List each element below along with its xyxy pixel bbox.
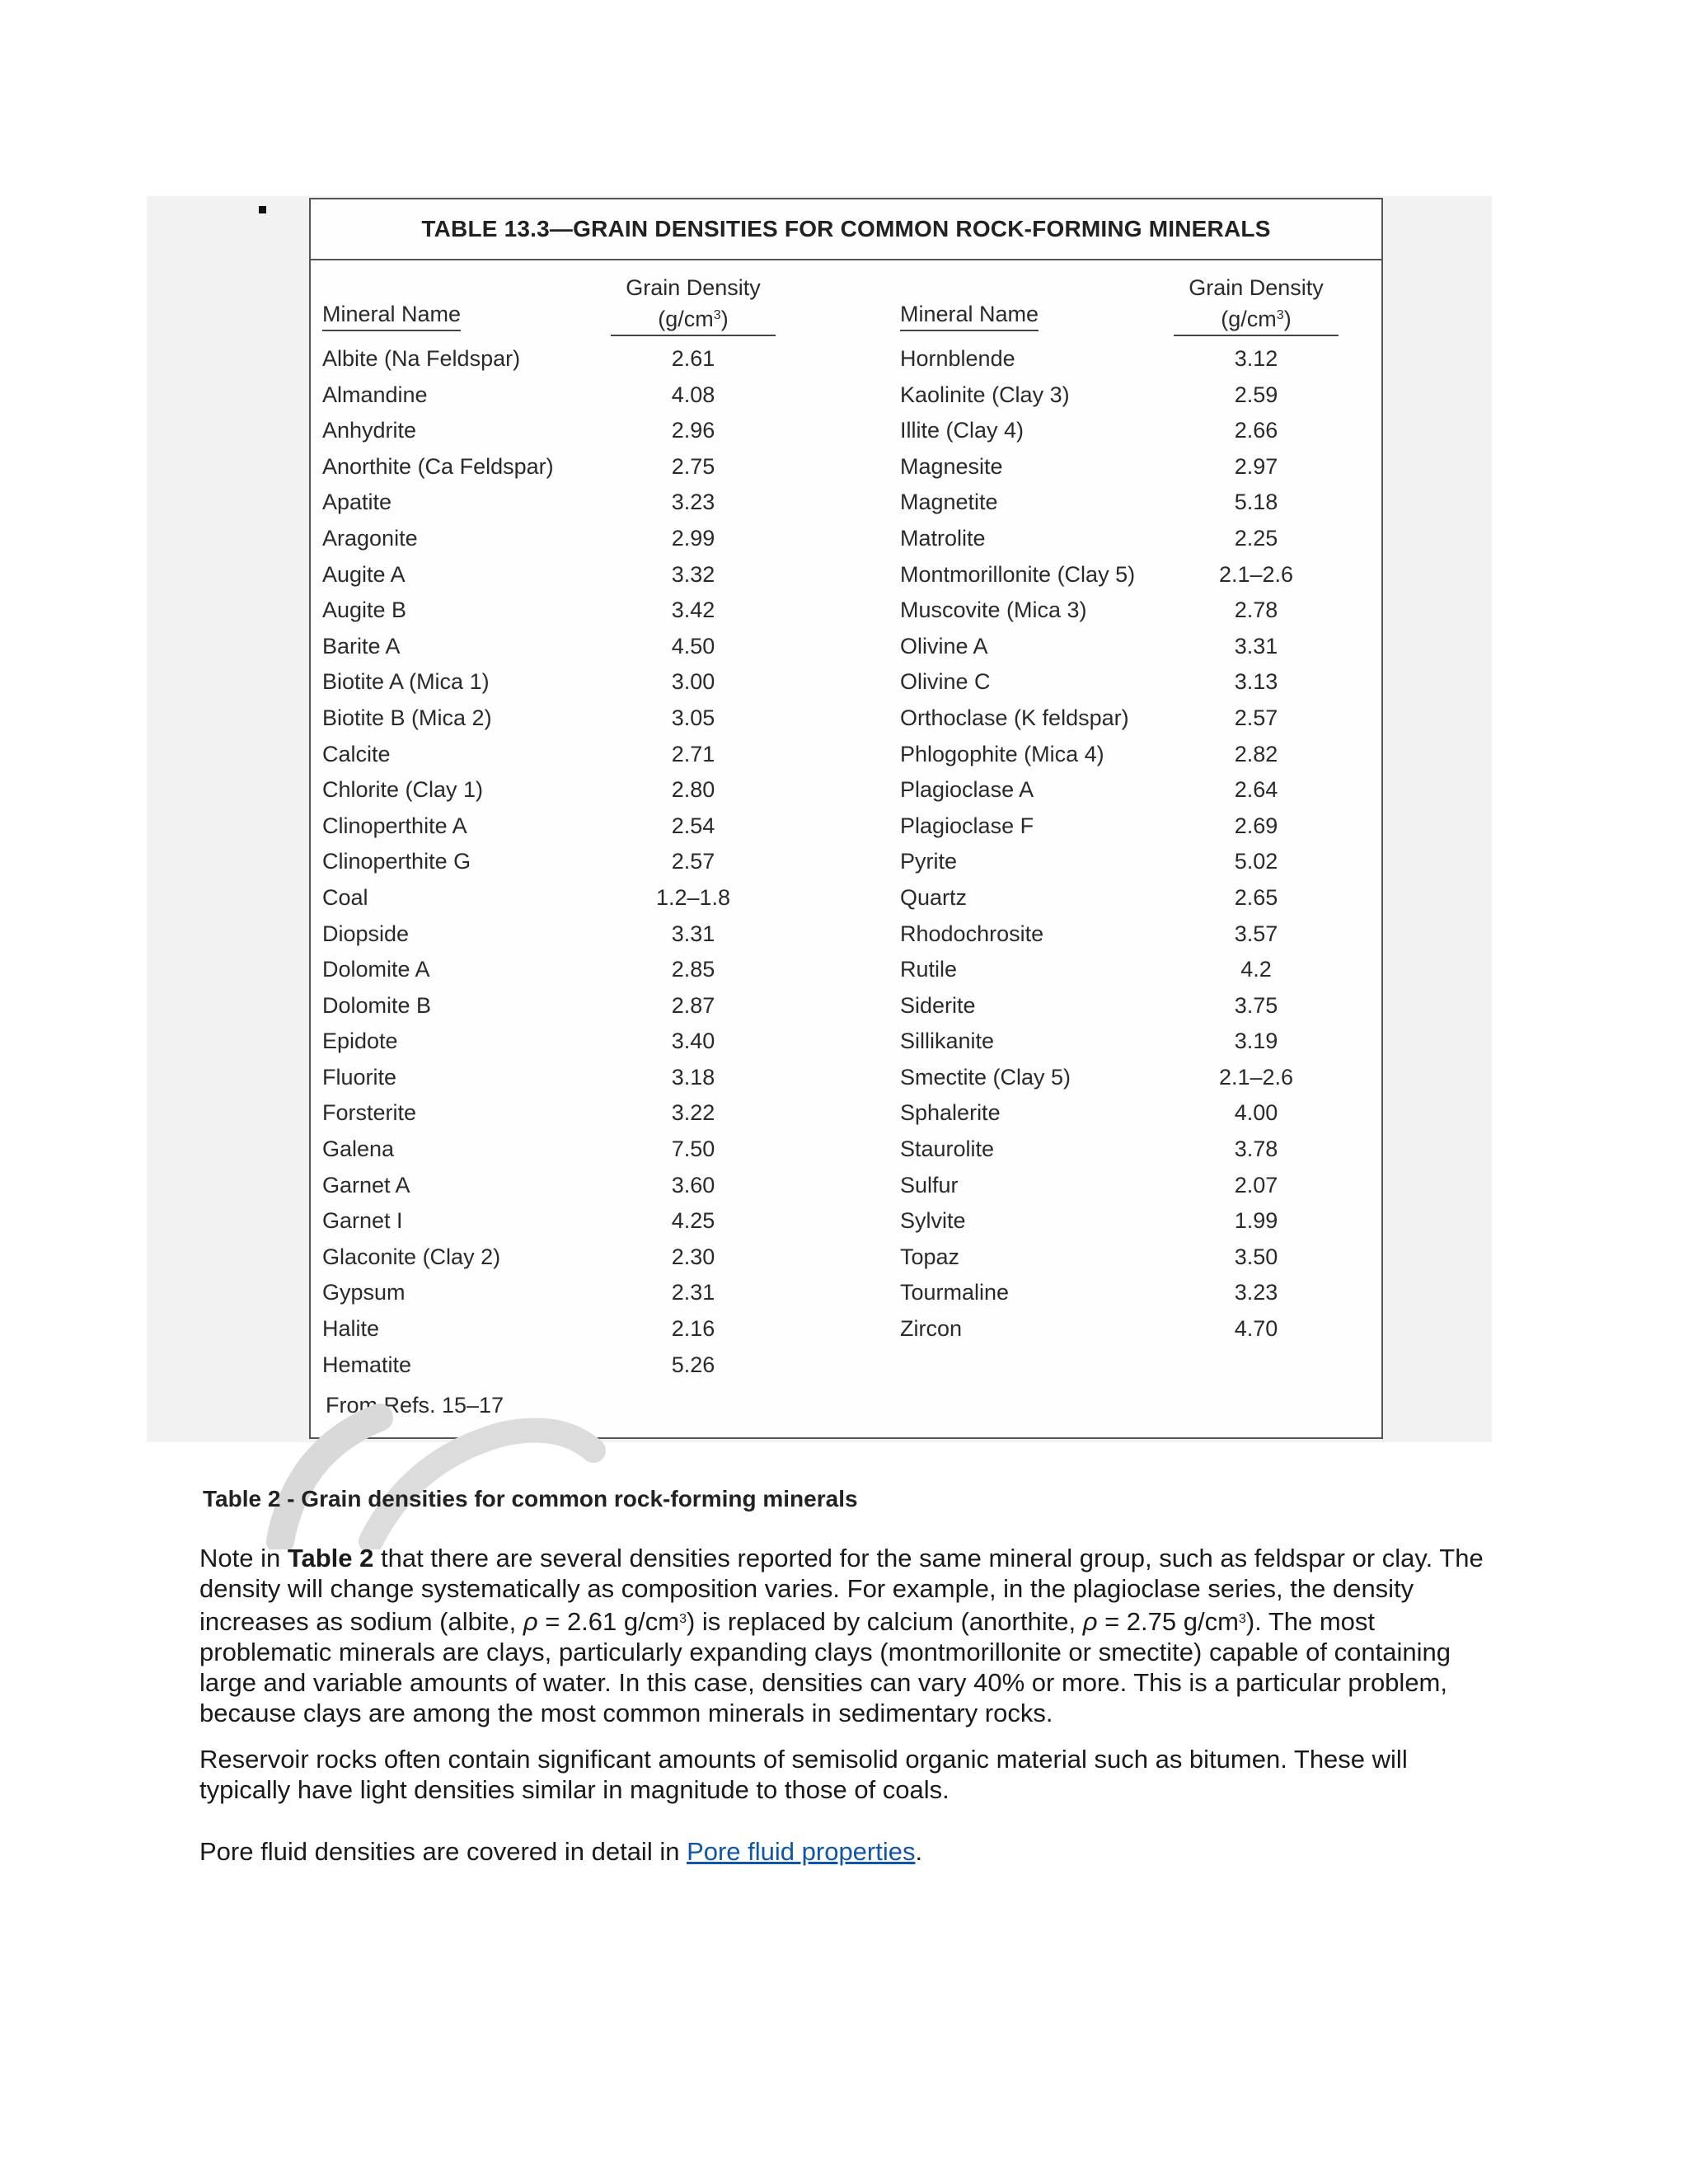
mineral-name-cell: Hematite — [322, 1352, 412, 1377]
paragraph-note: Note in Table 2 that there are several densities reported for the same mineral group, such as feldspar or clay. The density will change systematically as composition varies. For example, in the plagioclase series, the density increases as sodium (albite, ρ = 2.61 $g/cm^3$) is replaced by calcium (anorthite, ρ = 2.75 $g/cm^3$). The most problematic minerals are clays, particularly expanding clays (montmorillonite or smectite) capable of containing large and variable amounts of water. In this case, densities can vary 40% or more. This is a particular problem, because clays are among the most common minerals in sedimentary rocks. — [199, 1544, 1484, 1727]
density-cell: 3.19 — [1234, 1029, 1278, 1054]
density-cell: 2.65 — [1234, 884, 1278, 910]
mineral-name-cell: Muscovite (Mica 3) — [900, 598, 1087, 623]
mineral-name-cell: Kaolinite (Clay 3) — [900, 382, 1070, 407]
mineral-name-cell: Magnesite — [900, 453, 1003, 479]
mineral-name-cell: Galena — [322, 1137, 395, 1162]
table-row — [311, 952, 1381, 988]
mineral-name-cell: Sylvite — [900, 1208, 966, 1234]
table-row — [311, 916, 1381, 953]
density-cell: 2.96 — [671, 418, 715, 443]
table-row — [311, 1132, 1381, 1168]
table-row — [311, 988, 1381, 1024]
density-cell: 2.59 — [1234, 382, 1278, 407]
density-cell: 3.78 — [1234, 1137, 1278, 1162]
mineral-name-cell: Quartz — [900, 884, 968, 910]
density-cell: 2.25 — [1234, 525, 1278, 551]
density-cell: 2.07 — [1234, 1172, 1278, 1197]
density-cell: 2.66 — [1234, 418, 1278, 443]
left-col-name-header: Mineral Name — [322, 300, 461, 331]
density-table — [309, 198, 1383, 1439]
table-row — [311, 413, 1381, 449]
mineral-name-cell: Plagioclase F — [900, 813, 1034, 838]
mineral-name-cell: Glaconite (Clay 2) — [322, 1244, 501, 1269]
density-cell: 7.50 — [671, 1137, 715, 1162]
paragraph-reservoir: Reservoir rocks often contain significant amounts of semisolid organic material such as bitumen. These will typically have light densities similar in magnitude to those of coals. — [199, 1745, 1408, 1804]
density-cell: 2.1–2.6 — [1218, 1064, 1294, 1090]
mineral-name-cell: Montmorillonite (Clay 5) — [900, 561, 1136, 587]
mineral-name-cell: Gypsum — [322, 1280, 406, 1305]
mineral-name-cell: Diopside — [322, 921, 410, 946]
table-row — [311, 772, 1381, 808]
table-row — [311, 1240, 1381, 1276]
density-cell: 2.75 — [671, 453, 715, 479]
density-cell: 4.70 — [1234, 1316, 1278, 1342]
density-cell: 3.18 — [671, 1064, 715, 1090]
table-row — [311, 521, 1381, 557]
mineral-name-cell: Plagioclase A — [900, 777, 1034, 803]
density-cell: 4.2 — [1240, 957, 1272, 982]
mineral-name-cell: Orthoclase (K feldspar) — [900, 705, 1129, 730]
table-row — [311, 377, 1381, 414]
density-cell: 3.42 — [671, 598, 715, 623]
right-col-density-header: Grain Density $(g/cm^3)$ — [1174, 274, 1339, 336]
table-row — [311, 1024, 1381, 1060]
density-cell: 5.18 — [1234, 490, 1278, 515]
density-cell: 3.50 — [1234, 1244, 1278, 1269]
mineral-name-cell: Sphalerite — [900, 1100, 1001, 1126]
table-row — [311, 593, 1381, 629]
mineral-name-cell: Albite (Na Feldspar) — [322, 346, 521, 371]
mineral-name-cell: Magnetite — [900, 490, 998, 515]
density-cell: 2.30 — [671, 1244, 715, 1269]
paragraph-pore-fluid: Pore fluid densities are covered in detail in Pore fluid properties. — [199, 1837, 923, 1866]
density-cell: 3.00 — [671, 669, 715, 695]
mineral-name-cell: Phlogophite (Mica 4) — [900, 741, 1104, 766]
density-cell: 3.57 — [1234, 921, 1278, 946]
density-cell: 3.12 — [1234, 346, 1278, 371]
mineral-name-cell: Sulfur — [900, 1172, 959, 1197]
mineral-name-cell: Anhydrite — [322, 418, 417, 443]
density-cell: 2.87 — [671, 992, 715, 1018]
mineral-name-cell: Calcite — [322, 741, 391, 766]
mineral-name-cell: Chlorite (Clay 1) — [322, 777, 484, 803]
mineral-name-cell: Siderite — [900, 992, 976, 1018]
mineral-name-cell: Sillikanite — [900, 1029, 995, 1054]
table-row — [311, 1168, 1381, 1204]
density-cell: 3.22 — [671, 1100, 715, 1126]
table-row — [311, 341, 1381, 377]
density-cell: 2.80 — [671, 777, 715, 803]
density-cell: 2.85 — [671, 957, 715, 982]
left-col-density-header: Grain Density $(g/cm^3)$ — [611, 274, 776, 336]
density-cell: 2.82 — [1234, 741, 1278, 766]
mineral-name-cell: Garnet I — [322, 1208, 403, 1234]
mineral-name-cell: Matrolite — [900, 525, 986, 551]
table-title: TABLE 13.3—GRAIN DENSITIES FOR COMMON ROCK-FORMING MINERALS — [421, 216, 1271, 241]
density-cell: 2.57 — [671, 849, 715, 874]
mineral-name-cell: Aragonite — [322, 525, 418, 551]
mineral-name-cell: Almandine — [322, 382, 428, 407]
table-caption: Table 2 - Grain densities for common rock-forming minerals — [203, 1486, 858, 1511]
table-row — [311, 664, 1381, 701]
mineral-name-cell: Clinoperthite G — [322, 849, 471, 874]
mineral-name-cell: Barite A — [322, 633, 401, 658]
mineral-name-cell: Apatite — [322, 490, 392, 515]
table-row — [311, 808, 1381, 845]
table-row — [311, 1095, 1381, 1132]
table-row — [311, 557, 1381, 593]
density-cell: 4.25 — [671, 1208, 715, 1234]
table-body — [311, 341, 1381, 1383]
density-cell: 2.31 — [671, 1280, 715, 1305]
density-cell: 2.71 — [671, 741, 715, 766]
mineral-name-cell: Fluorite — [322, 1064, 397, 1090]
table-row — [311, 629, 1381, 665]
table-row — [311, 1275, 1381, 1311]
table-row — [311, 485, 1381, 521]
mineral-name-cell: Olivine A — [900, 633, 988, 658]
mineral-name-cell: Augite A — [322, 561, 406, 587]
table-row — [311, 737, 1381, 773]
table-row — [311, 701, 1381, 737]
density-cell: 3.75 — [1234, 992, 1278, 1018]
mineral-name-cell: Dolomite A — [322, 957, 430, 982]
table-row — [311, 1347, 1381, 1384]
density-cell: 2.64 — [1234, 777, 1278, 803]
table-row — [311, 1060, 1381, 1096]
density-cell: 2.78 — [1234, 598, 1278, 623]
mineral-name-cell: Topaz — [900, 1244, 960, 1269]
density-cell: 4.00 — [1234, 1100, 1278, 1126]
density-cell: 3.40 — [671, 1029, 715, 1054]
density-cell: 3.32 — [671, 561, 715, 587]
table-row — [311, 1311, 1381, 1347]
density-cell: 5.02 — [1234, 849, 1278, 874]
mineral-name-cell: Clinoperthite A — [322, 813, 467, 838]
density-cell: 2.1–2.6 — [1218, 561, 1294, 587]
density-cell: 3.31 — [671, 921, 715, 946]
density-cell: 3.13 — [1234, 669, 1278, 695]
mineral-name-cell: Zircon — [900, 1316, 963, 1342]
mineral-name-cell: Olivine C — [900, 669, 991, 695]
density-cell: 2.69 — [1234, 813, 1278, 838]
mineral-name-cell: Illite (Clay 4) — [900, 418, 1025, 443]
mineral-name-cell: Hornblende — [900, 346, 1015, 371]
mineral-name-cell: Epidote — [322, 1029, 398, 1054]
density-cell: 5.26 — [671, 1352, 715, 1377]
density-cell: 2.61 — [671, 346, 715, 371]
density-cell: 2.54 — [671, 813, 715, 838]
mineral-name-cell: Biotite A (Mica 1) — [322, 669, 490, 695]
mineral-name-cell: Augite B — [322, 598, 407, 623]
density-cell: 4.08 — [671, 382, 715, 407]
density-cell: 3.60 — [671, 1172, 715, 1197]
mineral-name-cell: Staurolite — [900, 1137, 995, 1162]
bullet-marker — [259, 206, 266, 213]
mineral-name-cell: Pyrite — [900, 849, 958, 874]
table-row — [311, 880, 1381, 916]
title-divider — [311, 259, 1381, 260]
mineral-name-cell: Rhodochrosite — [900, 921, 1044, 946]
density-cell: 4.50 — [671, 633, 715, 658]
mineral-name-cell: Dolomite B — [322, 992, 432, 1018]
density-cell: 3.05 — [671, 705, 715, 730]
mineral-name-cell: Biotite B (Mica 2) — [322, 705, 492, 730]
mineral-name-cell: Coal — [322, 884, 368, 910]
density-cell: 1.99 — [1234, 1208, 1278, 1234]
density-cell: 3.23 — [671, 490, 715, 515]
mineral-name-cell: Halite — [322, 1316, 380, 1342]
density-cell: 3.23 — [1234, 1280, 1278, 1305]
source-note: From Refs. 15–17 — [326, 1393, 504, 1418]
density-cell: 2.16 — [671, 1316, 715, 1342]
mineral-name-cell: Rutile — [900, 957, 958, 982]
table-row — [311, 449, 1381, 485]
pore-fluid-link[interactable]: Pore fluid properties — [687, 1837, 916, 1866]
density-cell: 3.31 — [1234, 633, 1278, 658]
right-col-name-header: Mineral Name — [900, 300, 1039, 331]
mineral-name-cell: Forsterite — [322, 1100, 417, 1126]
density-cell: 2.97 — [1234, 453, 1278, 479]
density-cell: 2.99 — [671, 525, 715, 551]
mineral-name-cell: Anorthite (Ca Feldspar) — [322, 453, 554, 479]
mineral-name-cell: Tourmaline — [900, 1280, 1010, 1305]
table-row — [311, 1203, 1381, 1240]
density-cell: 2.57 — [1234, 705, 1278, 730]
table-row — [311, 844, 1381, 880]
mineral-name-cell: Smectite (Clay 5) — [900, 1064, 1071, 1090]
mineral-name-cell: Garnet A — [322, 1172, 410, 1197]
density-cell: 1.2–1.8 — [655, 884, 731, 910]
